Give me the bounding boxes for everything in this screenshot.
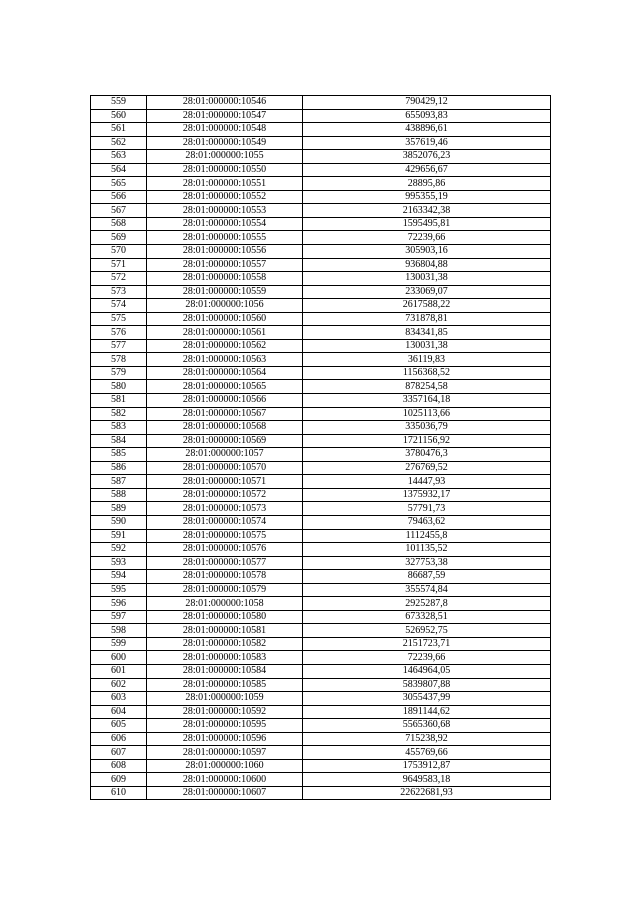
cadastral-number-cell: 28:01:000000:10575 [147, 529, 303, 543]
table-row [91, 380, 551, 394]
cadastral-value-cell: 276769,52 [303, 461, 551, 475]
cadastral-value-cell: 335036,79 [303, 421, 551, 435]
table-row [91, 96, 551, 110]
cadastral-number-cell: 28:01:000000:10556 [147, 245, 303, 259]
table-row [91, 543, 551, 557]
cadastral-number-cell: 28:01:000000:10559 [147, 285, 303, 299]
cadastral-value-cell: 526952,75 [303, 624, 551, 638]
table-row [91, 434, 551, 448]
cadastral-value-cell: 1753912,87 [303, 759, 551, 773]
cadastral-value-cell: 355574,84 [303, 583, 551, 597]
table-row [91, 258, 551, 272]
table-row [91, 515, 551, 529]
cadastral-number-cell: 28:01:000000:10549 [147, 136, 303, 150]
table-row [91, 231, 551, 245]
cadastral-number-cell: 28:01:000000:10578 [147, 570, 303, 584]
table-body [91, 96, 551, 800]
cadastral-value-cell: 3780476,3 [303, 448, 551, 462]
cadastral-number-cell: 28:01:000000:10592 [147, 705, 303, 719]
cadastral-value-cell: 327753,38 [303, 556, 551, 570]
cadastral-number-cell: 28:01:000000:1060 [147, 759, 303, 773]
cadastral-number-cell: 28:01:000000:10580 [147, 610, 303, 624]
cadastral-value-cell: 86687,59 [303, 570, 551, 584]
table-row [91, 475, 551, 489]
cadastral-value-cell: 57791,73 [303, 502, 551, 516]
cadastral-number-cell: 28:01:000000:10573 [147, 502, 303, 516]
cadastral-value-cell: 3852076,23 [303, 150, 551, 164]
cadastral-value-cell: 1721156,92 [303, 434, 551, 448]
cadastral-value-cell: 936804,88 [303, 258, 551, 272]
row-number-cell: 597 [91, 610, 147, 624]
cadastral-number-cell: 28:01:000000:1057 [147, 448, 303, 462]
cadastral-value-cell: 233069,07 [303, 285, 551, 299]
table-row [91, 732, 551, 746]
table-row [91, 407, 551, 421]
table-row [91, 272, 551, 286]
cadastral-number-cell: 28:01:000000:10554 [147, 217, 303, 231]
row-number-cell: 576 [91, 326, 147, 340]
row-number-cell: 577 [91, 339, 147, 353]
row-number-cell: 568 [91, 217, 147, 231]
cadastral-number-cell: 28:01:000000:10596 [147, 732, 303, 746]
row-number-cell: 600 [91, 651, 147, 665]
row-number-cell: 559 [91, 96, 147, 110]
cadastral-value-cell: 1595495,81 [303, 217, 551, 231]
cadastral-value-cell: 2163342,38 [303, 204, 551, 218]
table-row [91, 502, 551, 516]
table-row [91, 624, 551, 638]
row-number-cell: 562 [91, 136, 147, 150]
table-row [91, 217, 551, 231]
cadastral-number-cell: 28:01:000000:10577 [147, 556, 303, 570]
row-number-cell: 598 [91, 624, 147, 638]
table-row [91, 705, 551, 719]
cadastral-number-cell: 28:01:000000:10569 [147, 434, 303, 448]
row-number-cell: 601 [91, 664, 147, 678]
table-row [91, 312, 551, 326]
cadastral-number-cell: 28:01:000000:10566 [147, 394, 303, 408]
cadastral-number-cell: 28:01:000000:10564 [147, 366, 303, 380]
cadastral-number-cell: 28:01:000000:10567 [147, 407, 303, 421]
table-row [91, 448, 551, 462]
cadastral-value-cell: 655093,83 [303, 109, 551, 123]
row-number-cell: 561 [91, 123, 147, 137]
row-number-cell: 605 [91, 719, 147, 733]
row-number-cell: 575 [91, 312, 147, 326]
cadastral-number-cell: 28:01:000000:10579 [147, 583, 303, 597]
row-number-cell: 603 [91, 692, 147, 706]
cadastral-number-cell: 28:01:000000:10572 [147, 488, 303, 502]
table-row [91, 488, 551, 502]
row-number-cell: 585 [91, 448, 147, 462]
row-number-cell: 590 [91, 515, 147, 529]
cadastral-number-cell: 28:01:000000:10560 [147, 312, 303, 326]
row-number-cell: 569 [91, 231, 147, 245]
row-number-cell: 604 [91, 705, 147, 719]
row-number-cell: 592 [91, 543, 147, 557]
row-number-cell: 595 [91, 583, 147, 597]
cadastral-value-cell: 5839807,88 [303, 678, 551, 692]
cadastral-number-cell: 28:01:000000:1058 [147, 597, 303, 611]
row-number-cell: 582 [91, 407, 147, 421]
cadastral-number-cell: 28:01:000000:10563 [147, 353, 303, 367]
row-number-cell: 578 [91, 353, 147, 367]
table-row [91, 353, 551, 367]
cadastral-number-cell: 28:01:000000:10581 [147, 624, 303, 638]
cadastral-number-cell: 28:01:000000:10583 [147, 651, 303, 665]
row-number-cell: 602 [91, 678, 147, 692]
table-row [91, 190, 551, 204]
cadastral-number-cell: 28:01:000000:10600 [147, 773, 303, 787]
cadastral-number-cell: 28:01:000000:10551 [147, 177, 303, 191]
cadastral-number-cell: 28:01:000000:10553 [147, 204, 303, 218]
cadastral-value-cell: 3055437,99 [303, 692, 551, 706]
cadastral-value-table [90, 95, 551, 800]
cadastral-value-cell: 1112455,8 [303, 529, 551, 543]
cadastral-number-cell: 28:01:000000:10585 [147, 678, 303, 692]
row-number-cell: 599 [91, 637, 147, 651]
cadastral-number-cell: 28:01:000000:10595 [147, 719, 303, 733]
table-row [91, 285, 551, 299]
cadastral-number-cell: 28:01:000000:10584 [147, 664, 303, 678]
row-number-cell: 564 [91, 163, 147, 177]
table-row [91, 529, 551, 543]
row-number-cell: 608 [91, 759, 147, 773]
cadastral-value-cell: 438896,61 [303, 123, 551, 137]
table-row [91, 570, 551, 584]
cadastral-value-cell: 715238,92 [303, 732, 551, 746]
row-number-cell: 573 [91, 285, 147, 299]
cadastral-number-cell: 28:01:000000:10571 [147, 475, 303, 489]
table-row [91, 719, 551, 733]
cadastral-value-cell: 834341,85 [303, 326, 551, 340]
cadastral-number-cell: 28:01:000000:10555 [147, 231, 303, 245]
table-row [91, 204, 551, 218]
cadastral-value-cell: 1464964,05 [303, 664, 551, 678]
cadastral-number-cell: 28:01:000000:10582 [147, 637, 303, 651]
table-row [91, 786, 551, 800]
cadastral-number-cell: 28:01:000000:10558 [147, 272, 303, 286]
cadastral-value-cell: 878254,58 [303, 380, 551, 394]
row-number-cell: 591 [91, 529, 147, 543]
cadastral-number-cell: 28:01:000000:10546 [147, 96, 303, 110]
cadastral-number-cell: 28:01:000000:10552 [147, 190, 303, 204]
table-row [91, 136, 551, 150]
row-number-cell: 593 [91, 556, 147, 570]
row-number-cell: 609 [91, 773, 147, 787]
table-row [91, 651, 551, 665]
table-row [91, 245, 551, 259]
cadastral-number-cell: 28:01:000000:10561 [147, 326, 303, 340]
cadastral-number-cell: 28:01:000000:10607 [147, 786, 303, 800]
cadastral-number-cell: 28:01:000000:10557 [147, 258, 303, 272]
table-row [91, 421, 551, 435]
table-row [91, 610, 551, 624]
row-number-cell: 574 [91, 299, 147, 313]
cadastral-number-cell: 28:01:000000:1059 [147, 692, 303, 706]
cadastral-number-cell: 28:01:000000:10547 [147, 109, 303, 123]
row-number-cell: 572 [91, 272, 147, 286]
cadastral-value-cell: 14447,93 [303, 475, 551, 489]
table-row [91, 461, 551, 475]
cadastral-value-cell: 995355,19 [303, 190, 551, 204]
row-number-cell: 589 [91, 502, 147, 516]
cadastral-value-cell: 130031,38 [303, 339, 551, 353]
row-number-cell: 610 [91, 786, 147, 800]
cadastral-value-cell: 3357164,18 [303, 394, 551, 408]
table-row [91, 583, 551, 597]
table-row [91, 177, 551, 191]
cadastral-number-cell: 28:01:000000:10570 [147, 461, 303, 475]
table-row [91, 637, 551, 651]
table-row [91, 366, 551, 380]
cadastral-value-cell: 1156368,52 [303, 366, 551, 380]
cadastral-number-cell: 28:01:000000:10597 [147, 746, 303, 760]
cadastral-value-cell: 1375932,17 [303, 488, 551, 502]
cadastral-value-cell: 130031,38 [303, 272, 551, 286]
table-row [91, 150, 551, 164]
row-number-cell: 594 [91, 570, 147, 584]
table-row [91, 109, 551, 123]
table-row [91, 678, 551, 692]
cadastral-value-cell: 72239,66 [303, 651, 551, 665]
cadastral-value-cell: 429656,67 [303, 163, 551, 177]
table-row [91, 664, 551, 678]
cadastral-value-cell: 79463,62 [303, 515, 551, 529]
cadastral-value-cell: 1025113,66 [303, 407, 551, 421]
table-row [91, 746, 551, 760]
cadastral-value-cell: 305903,16 [303, 245, 551, 259]
row-number-cell: 563 [91, 150, 147, 164]
cadastral-value-cell: 1891144,62 [303, 705, 551, 719]
row-number-cell: 596 [91, 597, 147, 611]
table-row [91, 163, 551, 177]
cadastral-number-cell: 28:01:000000:10568 [147, 421, 303, 435]
table-row [91, 556, 551, 570]
cadastral-value-cell: 5565360,68 [303, 719, 551, 733]
cadastral-value-cell: 22622681,93 [303, 786, 551, 800]
cadastral-value-cell: 36119,83 [303, 353, 551, 367]
cadastral-value-cell: 673328,51 [303, 610, 551, 624]
row-number-cell: 579 [91, 366, 147, 380]
table-row [91, 339, 551, 353]
row-number-cell: 580 [91, 380, 147, 394]
table-row [91, 597, 551, 611]
cadastral-number-cell: 28:01:000000:10565 [147, 380, 303, 394]
cadastral-number-cell: 28:01:000000:10576 [147, 543, 303, 557]
cadastral-number-cell: 28:01:000000:1056 [147, 299, 303, 313]
row-number-cell: 565 [91, 177, 147, 191]
cadastral-value-cell: 101135,52 [303, 543, 551, 557]
cadastral-value-cell: 2617588,22 [303, 299, 551, 313]
table-row [91, 773, 551, 787]
row-number-cell: 584 [91, 434, 147, 448]
cadastral-value-cell: 72239,66 [303, 231, 551, 245]
cadastral-number-cell: 28:01:000000:1055 [147, 150, 303, 164]
row-number-cell: 587 [91, 475, 147, 489]
cadastral-number-cell: 28:01:000000:10562 [147, 339, 303, 353]
cadastral-value-cell: 357619,46 [303, 136, 551, 150]
table-row [91, 299, 551, 313]
row-number-cell: 560 [91, 109, 147, 123]
table-row [91, 759, 551, 773]
cadastral-value-cell: 9649583,18 [303, 773, 551, 787]
table-row [91, 326, 551, 340]
row-number-cell: 607 [91, 746, 147, 760]
cadastral-value-cell: 2151723,71 [303, 637, 551, 651]
cadastral-value-cell: 731878,81 [303, 312, 551, 326]
cadastral-value-cell: 790429,12 [303, 96, 551, 110]
row-number-cell: 588 [91, 488, 147, 502]
row-number-cell: 567 [91, 204, 147, 218]
row-number-cell: 586 [91, 461, 147, 475]
table-row [91, 394, 551, 408]
row-number-cell: 566 [91, 190, 147, 204]
row-number-cell: 606 [91, 732, 147, 746]
row-number-cell: 571 [91, 258, 147, 272]
cadastral-number-cell: 28:01:000000:10550 [147, 163, 303, 177]
table-row [91, 692, 551, 706]
cadastral-value-cell: 455769,66 [303, 746, 551, 760]
cadastral-number-cell: 28:01:000000:10574 [147, 515, 303, 529]
cadastral-value-cell: 2925287,8 [303, 597, 551, 611]
table-row [91, 123, 551, 137]
row-number-cell: 583 [91, 421, 147, 435]
row-number-cell: 581 [91, 394, 147, 408]
cadastral-value-cell: 28895,86 [303, 177, 551, 191]
cadastral-number-cell: 28:01:000000:10548 [147, 123, 303, 137]
row-number-cell: 570 [91, 245, 147, 259]
